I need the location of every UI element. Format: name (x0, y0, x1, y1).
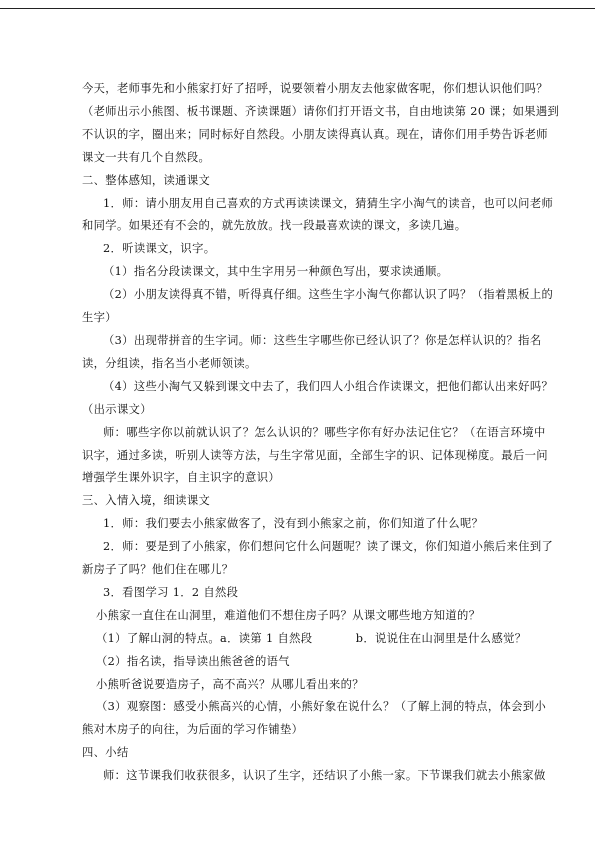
text-line: （出示课文） (82, 402, 152, 416)
text-line: 小熊听爸说要造房子，高不高兴？从哪儿看出来的？ (96, 677, 364, 691)
text-line: （2）小朋友读得真不错，听得真仔细。这些生字小淘气你都认识了吗？（指着黑板上的 (103, 288, 554, 302)
header-rule (0, 8, 595, 9)
text-line: （4）这些小淘气又躲到课文中去了，我们四人小组合作读课文，把他们都认出来好吗？ (103, 379, 554, 393)
text-line: 熊对木房子的向往，为后面的学习作铺垫） (82, 723, 304, 737)
text-line: 3．看图学习 1．2 自然段 (103, 585, 239, 599)
text-line: （1）指名分段读课文，其中生字用另一种颜色写出，要求读通顺。 (103, 265, 449, 279)
text-line: 新房子了吗？他们住在哪儿？ (82, 563, 234, 577)
text-line: 增强学生课外识字，自主识字的意识） (82, 471, 280, 485)
text-line: 生字） (82, 311, 117, 325)
text-line: （3）观察图：感受小熊高兴的心情，小熊好象在说什么？（了解上洞的特点，体会到小 (96, 700, 547, 714)
text-line: 2．听读课文，识字。 (103, 242, 216, 256)
text-line: 不认识的字，圈出来；同时标好自然段。小朋友读得真认真。现在，请你们用手势告诉老师 (82, 127, 548, 141)
text-line: 师：这节课我们收获很多，认识了生字，还结识了小熊一家。下节课我们就去小熊家做 (103, 769, 546, 783)
document-body (82, 78, 560, 788)
text-line: 师：哪些字你以前就认识了？怎么认识的？哪些字你有好办法记住它？（在语言环境中 (103, 425, 546, 439)
text-line: 小熊家一直住在山洞里，难道他们不想住房子吗？从课文哪些地方知道的？ (96, 608, 481, 622)
text-line: 2．师：要是到了小熊家，你们想问它什么问题呢？读了课文，你们知道小熊后来住到了 (103, 540, 554, 554)
text-line: 三、入情入境，细读课文 (82, 494, 211, 508)
text-line: 识字，通过多读，听别人读等方法，与生字常见面，全部生字的识、记体现梯度。最后一问 (82, 448, 548, 462)
text-line: （3）出现带拼音的生字词。师：这些生字哪些你已经认识了？你是怎样认识的？指名 (103, 333, 542, 347)
text-line: 读，分组读，指名当小老师领读。 (82, 356, 257, 370)
text-line: 二、整体感知，读通课文 (82, 173, 211, 187)
text-line: （2）指名读，指导读出熊爸爸的语气 (96, 654, 290, 668)
text-line: （老师出示小熊图、板书课题、齐读课题）请你们打开语文书，自由地读第 20 课；如果遇到 (82, 104, 560, 118)
text-line: （1）了解山洞的特点。a．读第 1 自然段 b．说说住在山洞里是什么感觉？ (96, 631, 527, 645)
text-line: 今天，老师事先和小熊家打好了招呼，说要领着小朋友去他家做客呢，你们想认识他们吗？ (82, 82, 548, 95)
text-line: 和同学。如果还有不会的，就先放放。找一段最喜欢读的课文，多读几遍。 (82, 219, 467, 233)
text-line: 1．师：我们要去小熊家做客了，没有到小熊家之前，你们知道了什么呢？ (103, 517, 484, 531)
text-line: 课文一共有几个自然段。 (82, 150, 211, 164)
text-line: 四、小结 (82, 746, 129, 760)
text-line: 1．师：请小朋友用自己喜欢的方式再读读课文，猜猜生字小淘气的读音，也可以问老师 (103, 196, 554, 210)
